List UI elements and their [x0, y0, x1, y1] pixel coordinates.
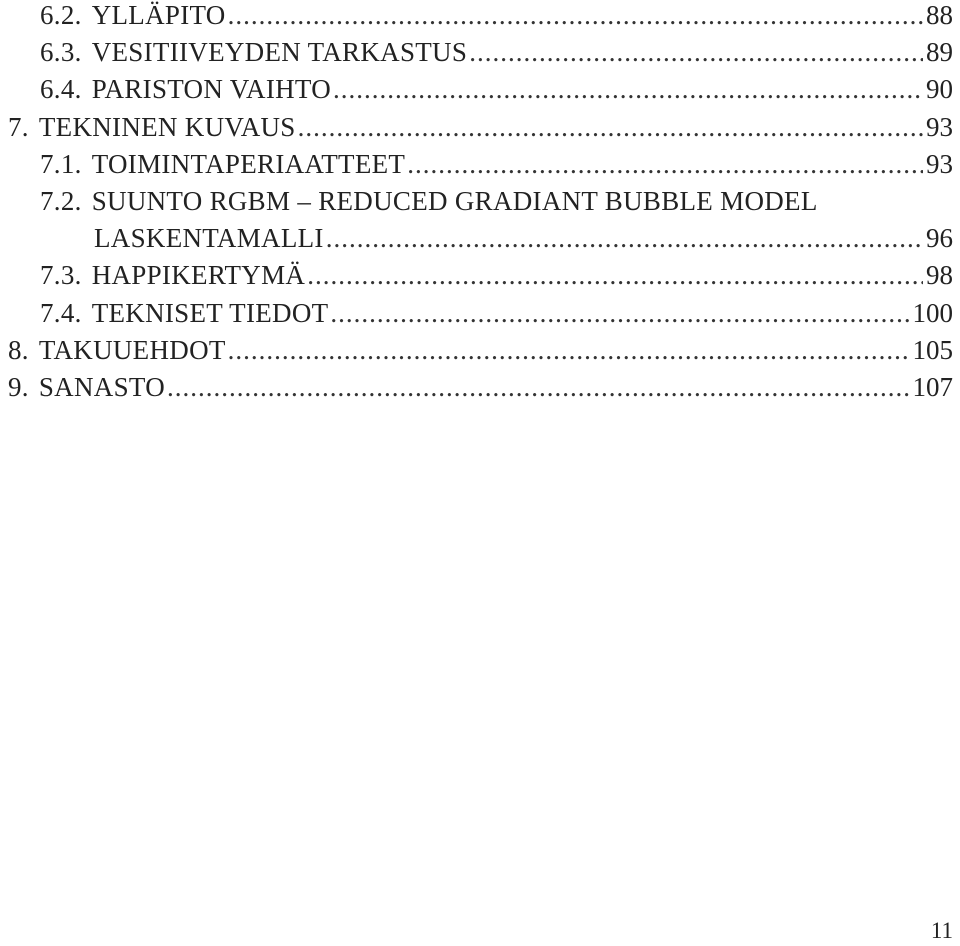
toc-entry[interactable] — [0, 369, 953, 406]
toc-entry-label — [40, 295, 328, 332]
toc-entry-page: 100 — [912, 297, 953, 328]
toc-entry-number: 7.1. — [40, 148, 82, 179]
toc-entry-label — [40, 0, 226, 34]
toc-entry-label — [40, 34, 467, 71]
dot-leader — [307, 257, 923, 294]
dot-leader — [228, 332, 910, 369]
toc-entry-label — [40, 146, 405, 183]
toc-entry-number: 7. — [8, 111, 29, 142]
toc-entry-number: 7.3. — [40, 260, 82, 291]
toc-entry-continuation[interactable] — [0, 220, 953, 257]
dot-leader — [326, 220, 923, 257]
toc-entry-title: PARISTON VAIHTO — [91, 74, 332, 105]
dot-leader — [407, 146, 923, 183]
toc-entry-title: HAPPIKERTYMÄ — [91, 260, 306, 291]
toc-entry-label — [8, 369, 165, 406]
toc-entry-label — [40, 257, 305, 294]
toc-entry-number: 9. — [8, 371, 29, 402]
toc-entry-number: 8. — [8, 334, 29, 365]
dot-leader — [298, 109, 923, 146]
toc-entry[interactable] — [0, 71, 953, 108]
toc-entry[interactable] — [0, 257, 953, 294]
toc-entry-page: 105 — [912, 334, 953, 365]
toc-entry-title: VESITIIVEYDEN TARKASTUS — [91, 37, 468, 68]
toc-entry-page: 98 — [926, 260, 953, 291]
toc-entry-number: 6.4. — [40, 74, 82, 105]
toc-entry-title-continued: LASKENTAMALLI — [94, 223, 324, 254]
toc-entry-number: 6.3. — [40, 37, 82, 68]
dot-leader — [333, 71, 923, 108]
toc-entry-label — [40, 71, 331, 108]
toc-entry-page: 90 — [926, 74, 953, 105]
toc-entry[interactable] — [0, 146, 953, 183]
toc-entry-number: 6.2. — [40, 0, 82, 30]
toc-entry-title: SANASTO — [38, 371, 165, 402]
toc-entry-number: 7.2. — [40, 185, 82, 216]
toc-entry-page: 93 — [926, 111, 953, 142]
toc-entry-label — [8, 109, 296, 146]
toc-entry[interactable] — [0, 34, 953, 71]
toc-entry-page: 96 — [926, 223, 953, 254]
toc-entry-title: TEKNINEN KUVAUS — [38, 111, 296, 142]
toc-entry-number: 7.4. — [40, 297, 82, 328]
toc-entry-label — [8, 332, 226, 369]
toc-entry-multiline[interactable] — [0, 183, 953, 220]
toc-entry[interactable] — [0, 0, 953, 34]
toc-entry-page: 107 — [912, 371, 953, 402]
toc-entry-page: 93 — [926, 148, 953, 179]
toc-entry[interactable] — [0, 332, 953, 369]
page-number: 11 — [930, 918, 953, 943]
toc-entry-title: TOIMINTAPERIAATTEET — [91, 148, 406, 179]
dot-leader — [228, 0, 923, 34]
dot-leader — [469, 34, 923, 71]
table-of-contents — [0, 0, 953, 406]
toc-entry-label — [0, 183, 953, 220]
toc-entry-page: 89 — [926, 37, 953, 68]
toc-entry-title: SUUNTO RGBM – REDUCED GRADIANT BUBBLE MODEL — [91, 185, 818, 216]
toc-entry-title: TEKNISET TIEDOT — [91, 297, 329, 328]
toc-entry[interactable] — [0, 109, 953, 146]
dot-leader — [330, 295, 909, 332]
toc-entry[interactable] — [0, 295, 953, 332]
toc-entry-page: 88 — [926, 0, 953, 30]
dot-leader — [167, 369, 910, 406]
toc-entry-title: YLLÄPITO — [91, 0, 226, 30]
toc-entry-title: TAKUUEHDOT — [38, 334, 226, 365]
